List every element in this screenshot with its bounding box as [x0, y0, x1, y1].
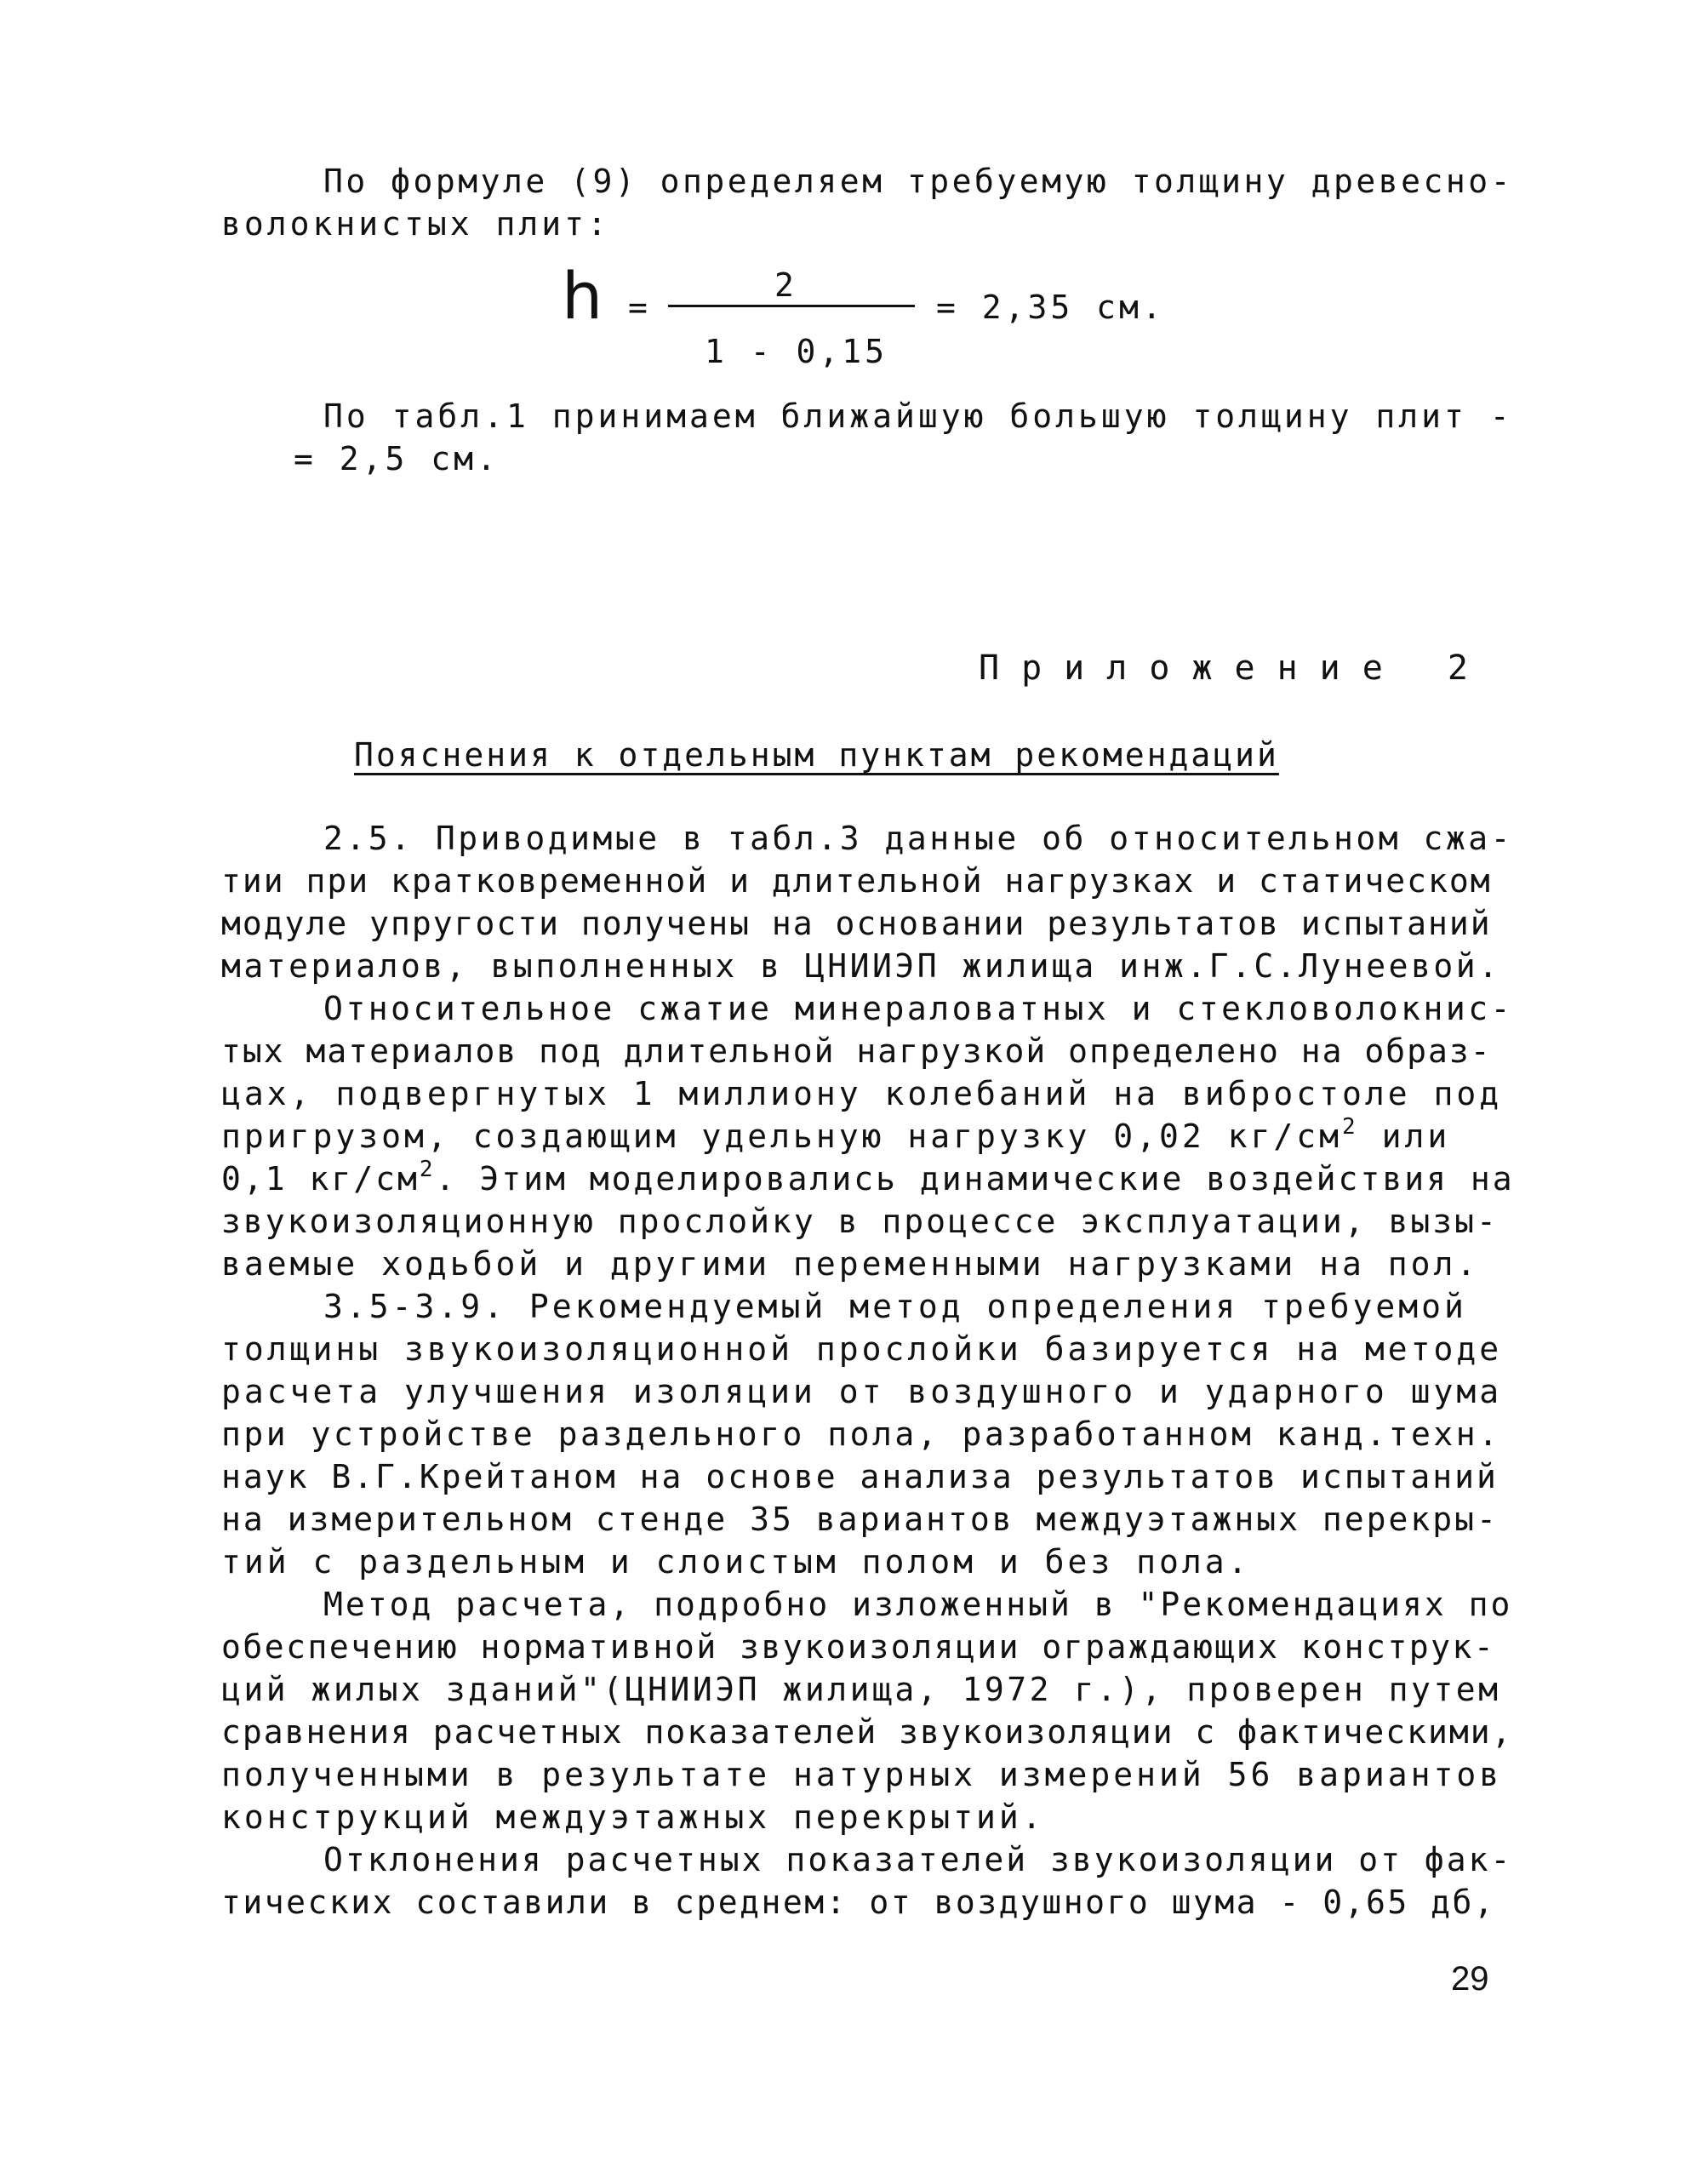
paragraph-line: 3.5-3.9. Рекомендуемый метод определения требуемой	[323, 1288, 1467, 1325]
paragraph-line: наук В.Г.Крейтаном на основе анализа результатов испытаний	[221, 1458, 1499, 1495]
formula-numerator: 2	[774, 266, 794, 304]
formula-equals: =	[628, 289, 648, 326]
paragraph-line: конструкций междуэтажных перекрытий.	[221, 1798, 1045, 1836]
text-line: По табл.1 принимаем ближайшую большую толщину плит -	[323, 397, 1513, 435]
paragraph-line	[221, 1158, 1515, 1200]
paragraph-line: тических составили в среднем: от воздушного шума - 0,65 дб,	[221, 1884, 1496, 1921]
superscript: 2	[1342, 1114, 1359, 1140]
formula-variable: h	[562, 258, 603, 334]
paragraph-line: на измерительном стенде 35 вариантов междуэтажных перекры-	[221, 1501, 1499, 1538]
paragraph-line: тых материалов под длительной нагрузкой определено на образ-	[221, 1032, 1492, 1070]
page-number: 29	[1451, 1960, 1489, 1998]
paragraph-line: Отклонения расчетных показателей звукоизоляции от фак-	[323, 1841, 1513, 1878]
paragraph-line: тий с раздельным и слоистым полом и без пола.	[221, 1543, 1251, 1581]
text-line: = 2,5 см.	[294, 440, 500, 477]
paragraph-line: тии при кратковременной и длительной нагрузках и статическом	[221, 862, 1492, 900]
paragraph-line: звукоизоляционную прослойку в процессе эксплуатации, вызы-	[221, 1203, 1499, 1240]
paragraph-line: материалов, выполненных в ЦНИИЭП жилища инж.Г.С.Лунеевой.	[221, 947, 1501, 985]
paragraph-line	[221, 1115, 1450, 1158]
text-span: или	[1381, 1118, 1451, 1155]
paragraph-line: расчета улучшения изоляции от воздушного и ударного шума	[221, 1373, 1503, 1410]
paragraph-line: модуле упругости получены на основании результатов испытаний	[221, 905, 1492, 942]
paragraph-line: сравнения расчетных показателей звукоизоляции с фактическими,	[221, 1713, 1513, 1751]
appendix-heading	[979, 647, 1490, 689]
appendix-number: 2	[1447, 649, 1491, 688]
section-title: Пояснения к отдельным пунктам рекомендаций	[354, 736, 1279, 774]
appendix-label: Приложение	[979, 649, 1405, 688]
paragraph-line: полученными в результате натурных измерений 56 вариантов	[221, 1756, 1503, 1793]
paragraph-line: при устройстве раздельного пола, разработанном канд.техн.	[221, 1415, 1501, 1453]
paragraph-line: обеспечению нормативной звукоизоляции ограждающих конструк-	[221, 1628, 1496, 1666]
fraction-bar	[668, 305, 915, 307]
paragraph-line: 2.5. Приводимые в табл.3 данные об относительном сжа-	[323, 820, 1514, 857]
paragraph-line: ваемые ходьбой и другими переменными нагрузками на пол.	[221, 1245, 1480, 1283]
text-line: По формуле (9) определяем требуемую толщину древесно-	[323, 163, 1514, 200]
superscript: 2	[419, 1157, 436, 1182]
text-span: 0,1 кг/см	[221, 1160, 420, 1198]
text-span: пригрузом, создающим удельную нагрузку 0,02 кг/см	[221, 1118, 1343, 1155]
formula-denominator: 1 - 0,15	[705, 333, 888, 370]
text-line: волокнистых плит:	[221, 205, 610, 243]
text-span: . Этим моделировались динамические воздействия на	[435, 1160, 1515, 1198]
paragraph-line: Относительное сжатие минераловатных и стекловолокнис-	[323, 990, 1514, 1027]
paragraph-line: Метод расчета, подробно изложенный в "Рекомендациях по	[323, 1586, 1513, 1623]
paragraph-line: ций жилых зданий"(ЦНИИЭП жилища, 1972 г.), проверен путем	[221, 1671, 1501, 1708]
formula-result: = 2,35 см.	[936, 289, 1165, 326]
paragraph-line: толщины звукоизоляционной прослойки базируется на методе	[221, 1330, 1503, 1368]
paragraph-line: цах, подвергнутых 1 миллиону колебаний на вибростоле под	[221, 1075, 1503, 1112]
